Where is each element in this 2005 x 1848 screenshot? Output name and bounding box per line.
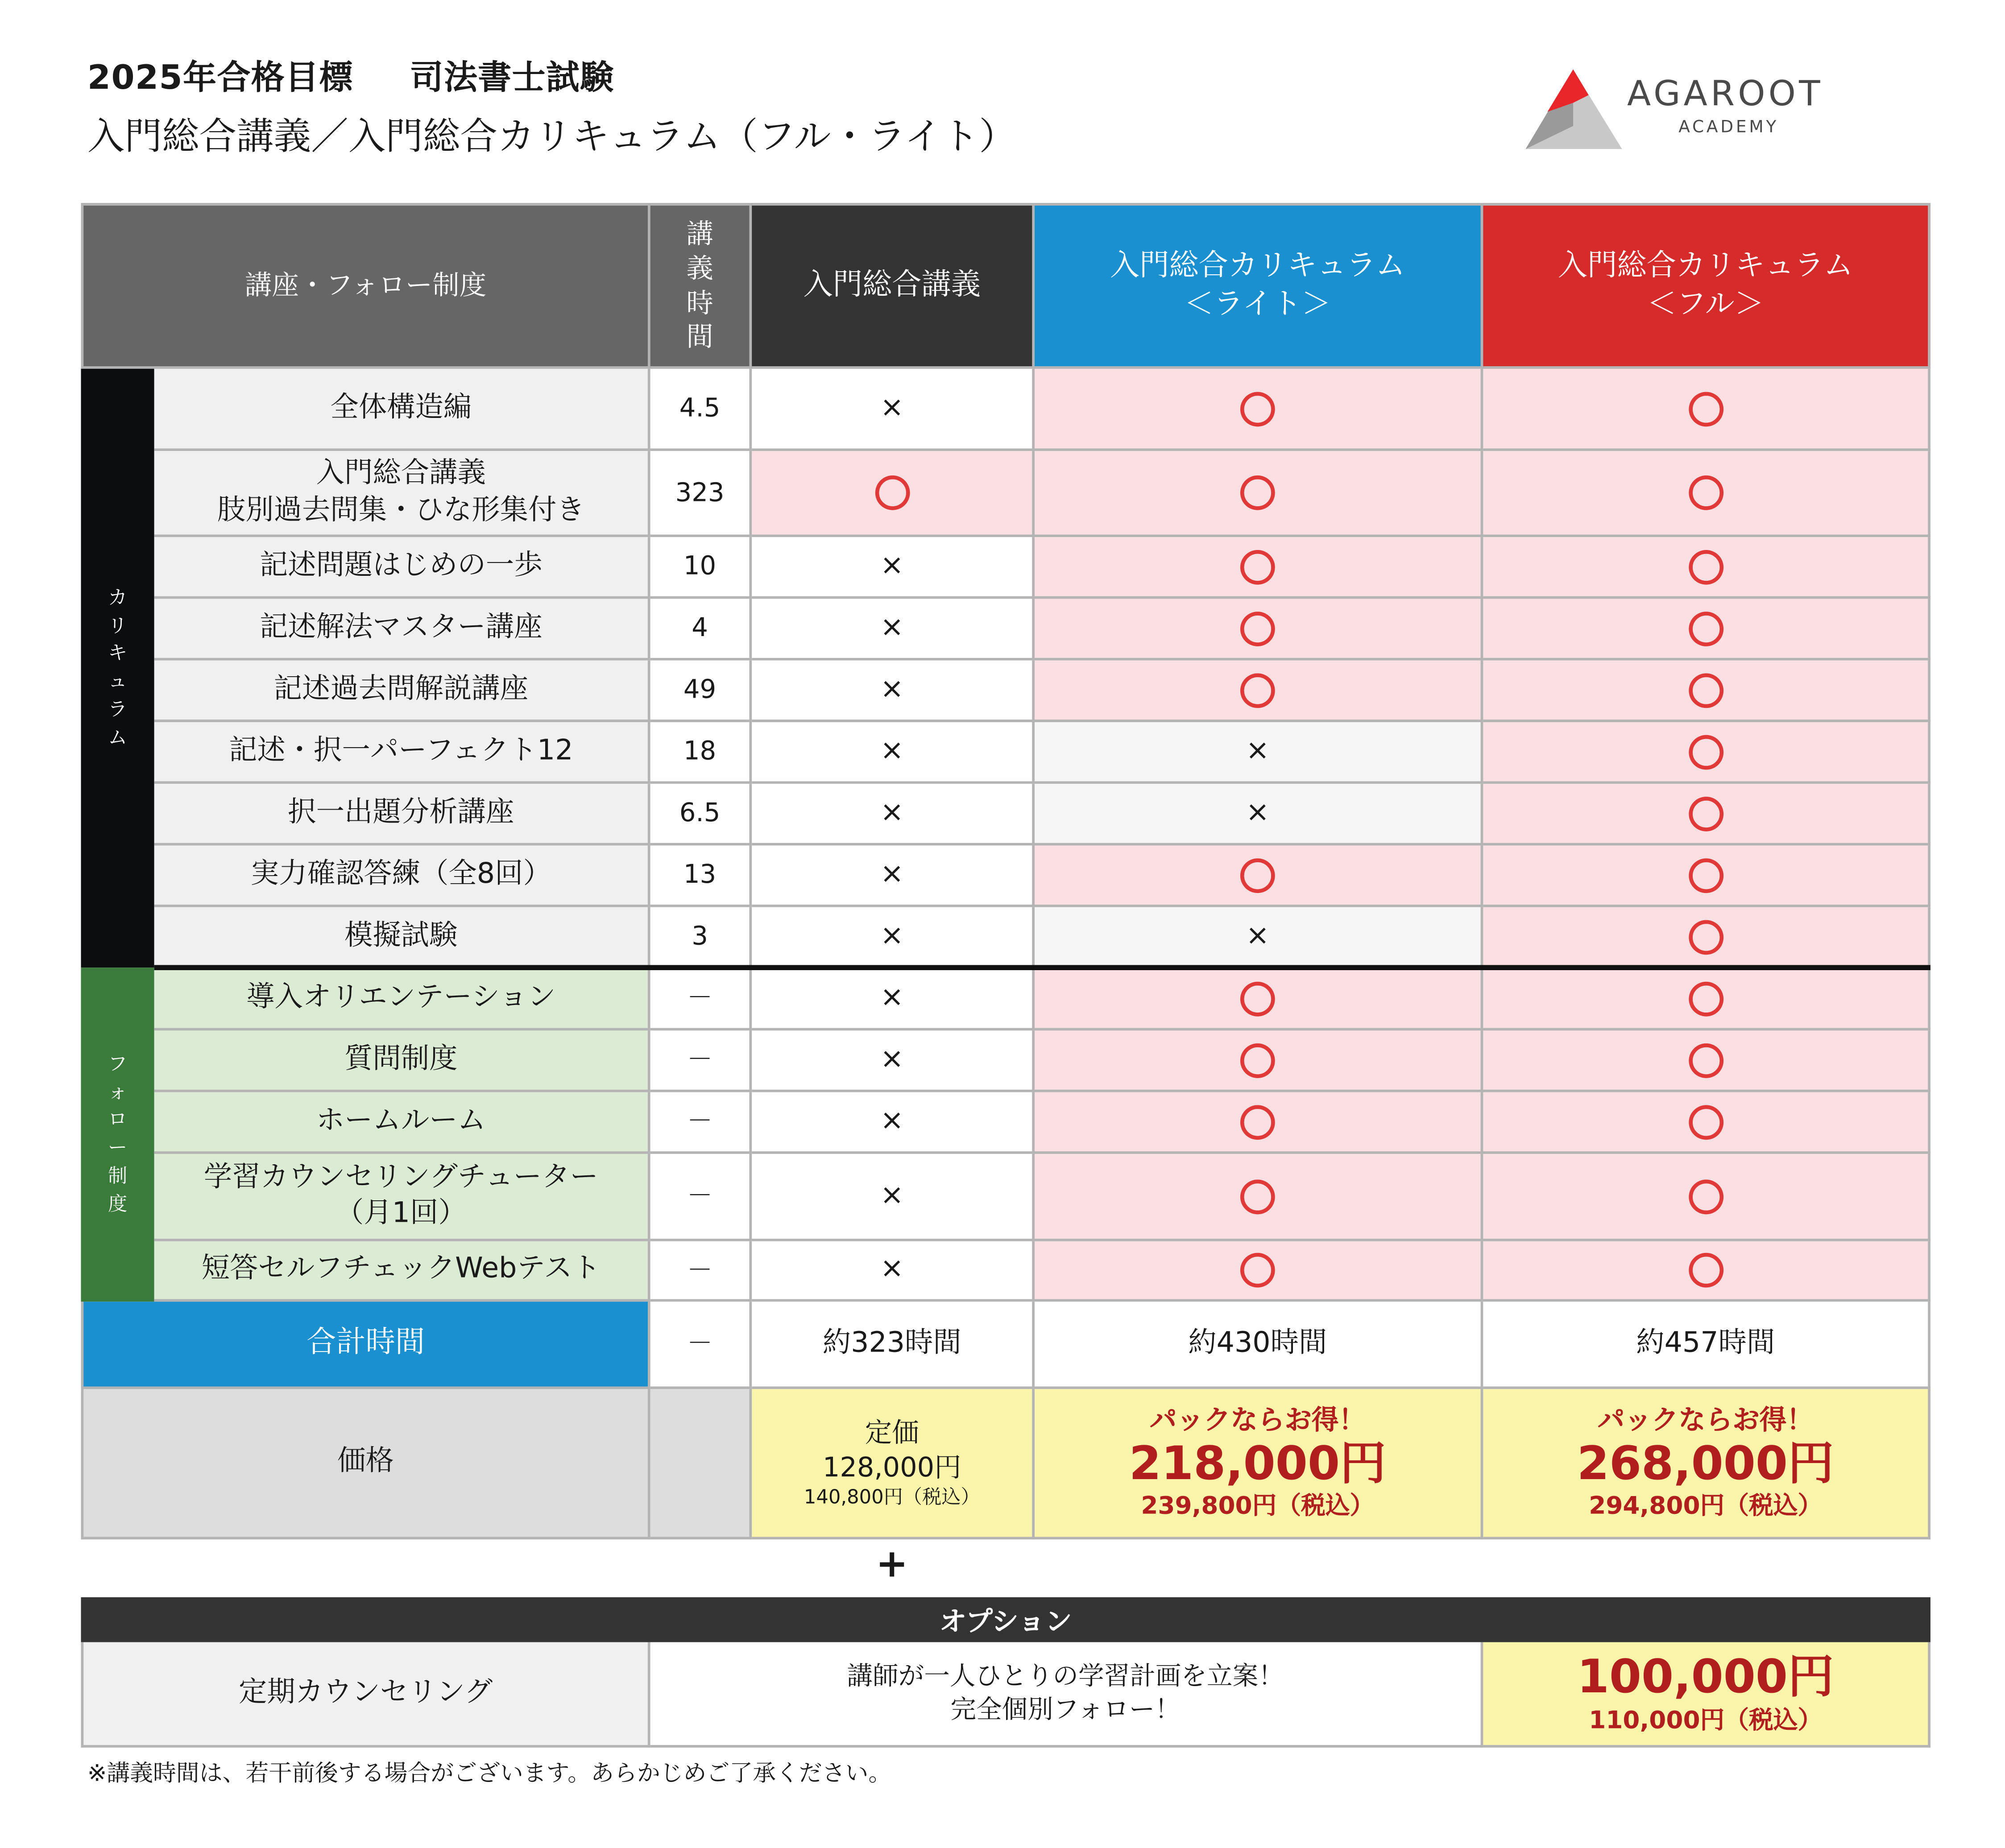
- row-name-text: 択一出題分析講座: [288, 796, 514, 829]
- option-desc-line2: 完全個別フォロー！: [950, 1693, 1181, 1724]
- row-mark: [752, 1154, 1035, 1241]
- row-mark: [752, 846, 1035, 907]
- header-hours-text: 講義時間: [686, 218, 713, 353]
- row-name-text: 模擬試験: [344, 920, 458, 952]
- row-name: [154, 1154, 650, 1241]
- logo-subtext: ACADEMY: [1678, 118, 1779, 138]
- row-mark: [1035, 784, 1483, 845]
- row-mark: [1035, 722, 1483, 784]
- row-mark: [752, 1241, 1035, 1302]
- total-hours: [650, 1302, 752, 1389]
- row-hours-text: 18: [683, 735, 717, 766]
- option-name: [81, 1642, 650, 1748]
- header-full-line1: 入門総合カリキュラム: [1558, 249, 1853, 283]
- row-hours: [650, 907, 752, 969]
- title-year: 2025年合格目標: [87, 59, 353, 98]
- category-curriculum: [81, 369, 154, 967]
- footnote: ※講義時間は、若干前後する場合がございます。あらかじめご了承ください。: [87, 1760, 892, 1788]
- circle-icon: [1240, 1104, 1275, 1139]
- row-name: [154, 722, 650, 784]
- row-mark: [1035, 451, 1483, 537]
- row-mark: [1035, 369, 1483, 451]
- row-name-text-2: 肢別過去問集・ひな形集付き: [217, 494, 585, 526]
- row-hours: [650, 846, 752, 907]
- category-letter: ォ: [108, 1080, 128, 1104]
- row-name: [154, 969, 650, 1030]
- price-pack: [1483, 1389, 1930, 1539]
- total-value-text: 約430時間: [1188, 1327, 1327, 1360]
- category-letter: リ: [108, 613, 128, 637]
- row-hours-text: 3: [692, 920, 708, 951]
- row-name-text: 学習カウンセリングチューター: [203, 1161, 598, 1194]
- row-mark: [1035, 846, 1483, 907]
- cross-mark: ×: [880, 1043, 904, 1075]
- cross-mark: ×: [880, 735, 904, 767]
- row-mark: [752, 784, 1035, 845]
- row-mark: [1035, 1030, 1483, 1092]
- circle-icon: [1688, 1104, 1723, 1139]
- option-header: オプション: [81, 1597, 1930, 1642]
- price-pack-value: 268,000円: [1577, 1438, 1834, 1491]
- page-title: [87, 51, 614, 99]
- row-name: [154, 661, 650, 722]
- cross-mark: ×: [880, 1179, 904, 1212]
- price-pack: [1035, 1389, 1483, 1539]
- circle-icon: [1240, 611, 1275, 646]
- header-intro-lecture-text: 入門総合講義: [803, 268, 981, 302]
- circle-icon: [1688, 919, 1723, 954]
- cross-mark: ×: [880, 392, 904, 424]
- row-hours: [650, 969, 752, 1030]
- circle-icon: [1688, 475, 1723, 510]
- circle-icon: [1240, 391, 1275, 426]
- cross-mark: ×: [880, 673, 904, 706]
- total-value: [1035, 1302, 1483, 1389]
- circle-icon: [1688, 550, 1723, 584]
- header-light-line2: ＜ライト＞: [1184, 287, 1331, 321]
- row-mark: [1035, 661, 1483, 722]
- category-letter: フ: [108, 1052, 128, 1075]
- row-mark: [1483, 1154, 1930, 1241]
- row-hours-text: －: [687, 982, 713, 1013]
- category-letter: ム: [108, 725, 128, 749]
- row-hours: [650, 451, 752, 537]
- header-curriculum-full: [1483, 203, 1930, 369]
- row-hours: [650, 599, 752, 660]
- price-pack-lead: パックならお得！: [1597, 1405, 1814, 1436]
- row-mark: [1483, 969, 1930, 1030]
- row-hours-text: 4.5: [679, 392, 721, 423]
- plus-sign: +: [876, 1542, 908, 1587]
- row-mark: [752, 661, 1035, 722]
- row-mark: [752, 1092, 1035, 1154]
- row-hours-text: 13: [683, 858, 717, 890]
- category-letter: 度: [108, 1191, 128, 1215]
- row-name-text: 入門総合講義: [316, 458, 486, 490]
- row-hours-text: －: [687, 1105, 713, 1137]
- row-hours: [650, 369, 752, 451]
- circle-icon: [1240, 550, 1275, 584]
- row-mark: [1035, 1154, 1483, 1241]
- row-name: [154, 369, 650, 451]
- title-exam: 司法書士試験: [410, 59, 614, 98]
- circle-icon: [1688, 1043, 1723, 1078]
- circle-icon: [874, 475, 909, 510]
- row-hours: [650, 1241, 752, 1302]
- total-value: [1483, 1302, 1930, 1389]
- category-letter: キ: [108, 641, 128, 665]
- row-mark: [1483, 537, 1930, 599]
- logo-wordmark: AGAROOT: [1627, 74, 1823, 115]
- row-mark: [1483, 722, 1930, 784]
- cross-mark: ×: [1246, 735, 1270, 767]
- row-mark: [1035, 969, 1483, 1030]
- price-list-value: 128,000円: [822, 1451, 961, 1483]
- circle-icon: [1688, 611, 1723, 646]
- row-mark: [1483, 846, 1930, 907]
- price-pack-value: 218,000円: [1129, 1438, 1386, 1491]
- row-name-text: 全体構造編: [330, 392, 472, 424]
- row-mark: [1483, 599, 1930, 660]
- circle-icon: [1688, 1179, 1723, 1214]
- price-list-tax: 140,800円（税込）: [804, 1485, 980, 1509]
- option-description: [650, 1642, 1483, 1748]
- row-hours-text: 323: [675, 476, 725, 508]
- row-hours: [650, 1092, 752, 1154]
- category-letter: ー: [108, 1136, 128, 1159]
- row-hours-text: －: [687, 1043, 713, 1075]
- category-letter: ュ: [108, 669, 128, 693]
- header-course-text: 講座・フォロー制度: [244, 270, 487, 301]
- circle-icon: [1240, 475, 1275, 510]
- circle-icon: [1240, 981, 1275, 1016]
- row-mark: [1483, 1092, 1930, 1154]
- row-name: [154, 907, 650, 969]
- category-letter: ラ: [108, 697, 128, 721]
- price-intro-lecture: [752, 1389, 1035, 1539]
- circle-icon: [1688, 1253, 1723, 1288]
- category-letter: 制: [108, 1164, 128, 1187]
- row-mark: [1035, 1241, 1483, 1302]
- option-price: [1483, 1642, 1930, 1748]
- option-name-text: 定期カウンセリング: [239, 1677, 493, 1709]
- header-full-line2: ＜フル＞: [1647, 287, 1764, 321]
- price-pack-tax: 239,800円（税込）: [1141, 1492, 1375, 1521]
- header-intro-lecture: [752, 203, 1035, 369]
- header-hours: [650, 203, 752, 369]
- row-name-text: 導入オリエンテーション: [246, 981, 556, 1014]
- agaroot-logo: [1522, 64, 1869, 157]
- price-pack-tax: 294,800円（税込）: [1589, 1492, 1823, 1521]
- cross-mark: ×: [1246, 796, 1270, 829]
- row-name: [154, 599, 650, 660]
- row-hours: [650, 1154, 752, 1241]
- total-hours-text: －: [687, 1327, 713, 1359]
- price-hours-blank: [650, 1389, 752, 1539]
- row-mark: [752, 537, 1035, 599]
- row-name-text: 記述解法マスター講座: [259, 612, 543, 644]
- option-price-tax: 110,000円（税込）: [1589, 1706, 1823, 1734]
- row-mark: [752, 969, 1035, 1030]
- circle-icon: [1688, 673, 1723, 707]
- price-pack-lead: パックならお得！: [1149, 1405, 1366, 1436]
- row-mark: [752, 722, 1035, 784]
- cross-mark: ×: [880, 981, 904, 1014]
- category-letter: カ: [108, 585, 128, 609]
- page-subtitle: 入門総合講義／入門総合カリキュラム（フル・ライト）: [87, 114, 1016, 158]
- total-label-text: 合計時間: [307, 1326, 425, 1360]
- cross-mark: ×: [880, 1253, 904, 1286]
- row-name-text: ホームルーム: [316, 1105, 486, 1137]
- row-mark: [752, 599, 1035, 660]
- row-name-text: 記述・択一パーフェクト12: [229, 735, 573, 767]
- row-mark: [1035, 599, 1483, 660]
- category-follow: [81, 967, 154, 1302]
- cross-mark: ×: [880, 612, 904, 644]
- cross-mark: ×: [880, 1105, 904, 1137]
- row-name-text: 記述過去問解説講座: [273, 673, 528, 706]
- circle-icon: [1240, 673, 1275, 707]
- row-mark: [752, 369, 1035, 451]
- row-hours: [650, 722, 752, 784]
- circle-icon: [1688, 734, 1723, 769]
- header-light-line1: 入門総合カリキュラム: [1110, 249, 1405, 283]
- cross-mark: ×: [1246, 920, 1270, 952]
- total-value-text: 約323時間: [822, 1327, 961, 1360]
- circle-icon: [1240, 1179, 1275, 1214]
- category-letter: ロ: [108, 1108, 128, 1131]
- price-label: [81, 1389, 650, 1539]
- row-name: [154, 451, 650, 537]
- row-mark: [752, 1030, 1035, 1092]
- circle-icon: [1688, 981, 1723, 1016]
- row-mark: [1035, 907, 1483, 969]
- row-hours-text: 49: [683, 674, 717, 705]
- option-price-value: 100,000円: [1577, 1651, 1834, 1704]
- row-name-text: 記述問題はじめの一歩: [259, 550, 543, 582]
- row-hours: [650, 784, 752, 845]
- circle-icon: [1688, 796, 1723, 831]
- cross-mark: ×: [880, 920, 904, 952]
- logo-mark-icon: [1522, 64, 1624, 154]
- row-hours: [650, 661, 752, 722]
- row-hours-text: 4: [692, 612, 708, 643]
- row-hours-text: 10: [683, 550, 717, 581]
- row-mark: [1483, 907, 1930, 969]
- cross-mark: ×: [880, 550, 904, 582]
- circle-icon: [1688, 391, 1723, 426]
- circle-icon: [1240, 858, 1275, 893]
- row-mark: [1483, 784, 1930, 845]
- row-hours-text: －: [687, 1180, 713, 1211]
- row-mark: [1483, 661, 1930, 722]
- header-course: [81, 203, 650, 369]
- row-name: [154, 1241, 650, 1302]
- row-name: [154, 1030, 650, 1092]
- row-name-text: 実力確認答練（全8回）: [250, 858, 551, 891]
- row-hours: [650, 1030, 752, 1092]
- total-label: [81, 1302, 650, 1389]
- row-hours: [650, 537, 752, 599]
- row-mark: [752, 451, 1035, 537]
- row-name: [154, 1092, 650, 1154]
- price-list-label: 定価: [865, 1417, 919, 1448]
- row-hours-text: －: [687, 1253, 713, 1285]
- row-mark: [1035, 1092, 1483, 1154]
- header-curriculum-light: [1035, 203, 1483, 369]
- row-mark: [1483, 1241, 1930, 1302]
- row-mark: [1483, 451, 1930, 537]
- total-value: [752, 1302, 1035, 1389]
- row-mark: [1483, 1030, 1930, 1092]
- option-desc-line1: 講師が一人ひとりの学習計画を立案！: [847, 1661, 1284, 1692]
- circle-icon: [1240, 1043, 1275, 1078]
- circle-icon: [1688, 858, 1723, 893]
- row-name-text: 質問制度: [344, 1043, 458, 1075]
- row-hours-text: 6.5: [679, 797, 721, 828]
- circle-icon: [1240, 1253, 1275, 1288]
- row-name-text-2: （月1回）: [335, 1197, 467, 1230]
- row-name-text: 短答セルフチェックWebテスト: [201, 1253, 601, 1286]
- total-value-text: 約457時間: [1636, 1327, 1775, 1360]
- price-label-text: 価格: [337, 1446, 394, 1479]
- row-name: [154, 784, 650, 845]
- cross-mark: ×: [880, 858, 904, 891]
- row-name: [154, 846, 650, 907]
- row-mark: [1035, 537, 1483, 599]
- cross-mark: ×: [880, 796, 904, 829]
- row-mark: [752, 907, 1035, 969]
- section-divider: [154, 965, 1930, 970]
- row-name: [154, 537, 650, 599]
- row-mark: [1483, 369, 1930, 451]
